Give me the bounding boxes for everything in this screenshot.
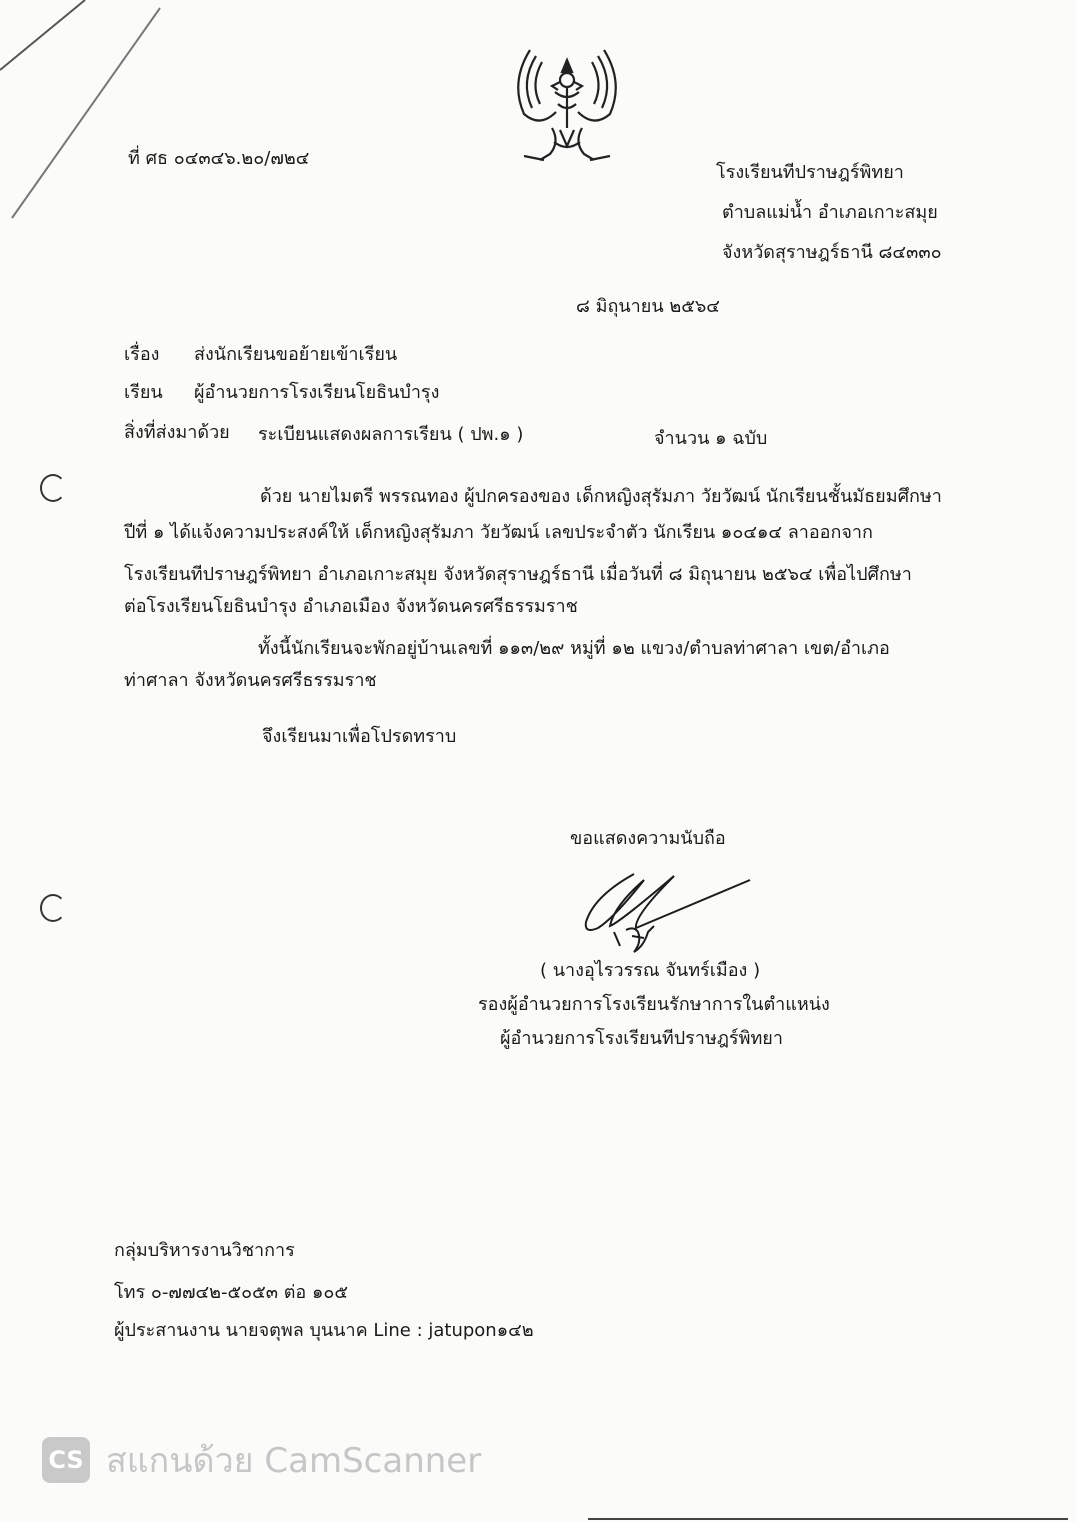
footer-phone: โทร ๐-๗๗๔๒-๕๐๕๓ ต่อ ๑๐๕ bbox=[114, 1282, 348, 1303]
punch-hole-icon bbox=[40, 894, 66, 922]
recipient-text: ผู้อำนวยการโรงเรียนโยธินบำรุง bbox=[194, 382, 440, 403]
letter-date: ๘ มิถุนายน ๒๕๖๔ bbox=[576, 296, 720, 317]
body-line-6: ท่าศาลา จังหวัดนครศรีธรรมราช bbox=[124, 670, 377, 691]
closing-sentence: จึงเรียนมาเพื่อโปรดทราบ bbox=[262, 726, 457, 747]
footer-department: กลุ่มบริหารงานวิชาการ bbox=[114, 1240, 295, 1261]
signer-name: ( นางอุไรวรรณ จันทร์เมือง ) bbox=[540, 960, 761, 981]
signer-title-line-1: รองผู้อำนวยการโรงเรียนรักษาการในตำแหน่ง bbox=[478, 994, 830, 1015]
sender-line-2: ตำบลแม่น้ำ อำเภอเกาะสมุย bbox=[722, 202, 938, 223]
scan-bottom-edge bbox=[588, 1518, 1068, 1520]
footer-coordinator: ผู้ประสานงาน นายจตุพล บุนนาค Line : jatupon๑๔๒ bbox=[114, 1320, 534, 1341]
enclosure-count: จำนวน ๑ ฉบับ bbox=[654, 428, 768, 449]
body-line-1: ด้วย นายไมตรี พรรณทอง ผู้ปกครองของ เด็กหญิงสุรัมภา วัยวัฒน์ นักเรียนชั้นมัธยมศึกษา bbox=[260, 486, 942, 507]
subject-text: ส่งนักเรียนขอย้ายเข้าเรียน bbox=[194, 344, 398, 365]
garuda-emblem-icon bbox=[500, 42, 634, 170]
body-line-4: ต่อโรงเรียนโยธินบำรุง อำเภอเมือง จังหวัดนครศรีธรรมราช bbox=[124, 596, 578, 617]
enclosure-text: ระเบียนแสดงผลการเรียน ( ปพ.๑ ) bbox=[258, 424, 524, 445]
body-line-2: ปีที่ ๑ ได้แจ้งความประสงค์ให้ เด็กหญิงสุรัมภา วัยวัฒน์ เลขประจำตัว นักเรียน ๑๐๔๑๔ ลาออกจาก bbox=[124, 522, 873, 543]
recipient-label: เรียน bbox=[124, 382, 163, 403]
body-line-5: ทั้งนี้นักเรียนจะพักอยู่บ้านเลขที่ ๑๑๓/๒๙ หมู่ที่ ๑๒ แขวง/ตำบลท่าศาลา เขต/อำเภอ bbox=[258, 638, 890, 659]
reference-number: ที่ ศธ ๐๔๓๔๖.๒๐/๗๒๔ bbox=[128, 148, 310, 169]
camscanner-logo: CS bbox=[42, 1437, 90, 1483]
sender-line-1: โรงเรียนทีปราษฎร์พิทยา bbox=[716, 162, 904, 183]
camscanner-watermark-text: สแกนด้วย CamScanner bbox=[106, 1441, 482, 1481]
scan-edge-lines bbox=[0, 0, 180, 230]
subject-label: เรื่อง bbox=[124, 344, 160, 365]
punch-hole-icon bbox=[40, 474, 66, 502]
body-line-3: โรงเรียนทีปราษฎร์พิทยา อำเภอเกาะสมุย จังหวัดสุราษฎร์ธานี เมื่อวันที่ ๘ มิถุนายน ๒๕๖๔ เพื่อไปศึกษา bbox=[124, 564, 912, 585]
enclosure-label: สิ่งที่ส่งมาด้วย bbox=[124, 422, 230, 443]
complimentary-close: ขอแสดงความนับถือ bbox=[570, 828, 726, 849]
signer-title-line-2: ผู้อำนวยการโรงเรียนทีปราษฎร์พิทยา bbox=[500, 1028, 783, 1049]
handwritten-signature bbox=[574, 866, 764, 956]
sender-line-3: จังหวัดสุราษฎร์ธานี ๘๔๓๓๐ bbox=[722, 242, 942, 263]
